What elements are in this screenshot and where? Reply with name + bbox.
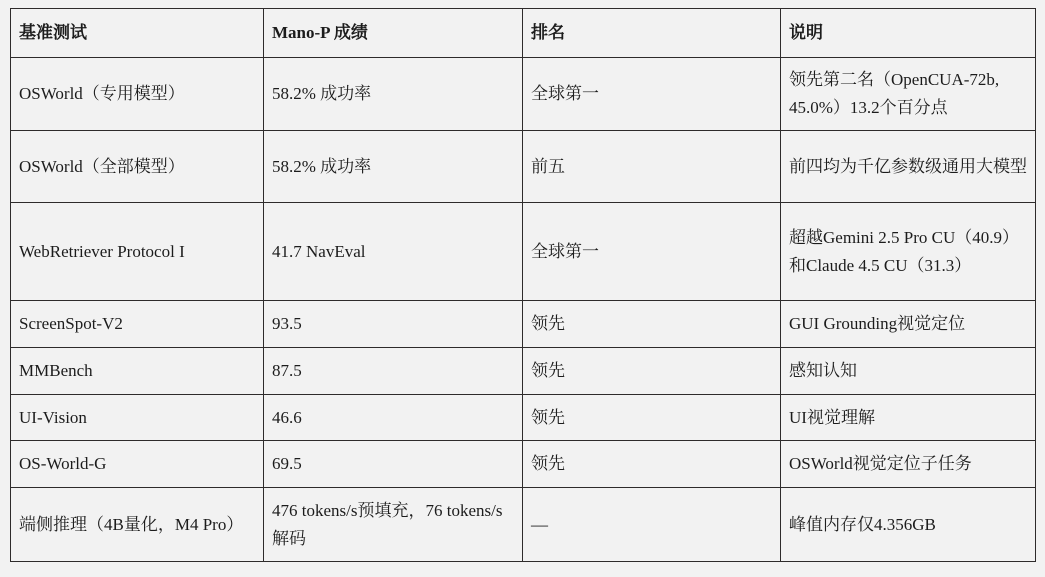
table-row [11, 488, 1036, 562]
column-header-notes: 说明 [781, 9, 1036, 58]
table-row [11, 441, 1036, 488]
cell-score: 46.6 [264, 395, 523, 441]
column-header-score: Mano-P 成绩 [264, 9, 523, 58]
cell-score: 58.2% 成功率 [264, 131, 523, 203]
cell-notes: GUI Grounding视觉定位 [781, 301, 1036, 348]
cell-notes: OSWorld视觉定位子任务 [781, 441, 1036, 488]
cell-benchmark: OS-World-G [11, 441, 264, 488]
cell-ranking: 全球第一 [523, 203, 781, 301]
table-row [11, 131, 1036, 203]
cell-score: 93.5 [264, 301, 523, 348]
cell-notes: 超越Gemini 2.5 Pro CU（40.9）和Claude 4.5 CU（31.3） [781, 203, 1036, 301]
cell-score: 69.5 [264, 441, 523, 488]
column-header-benchmark: 基准测试 [11, 9, 264, 58]
cell-ranking: 领先 [523, 441, 781, 488]
cell-ranking: 全球第一 [523, 58, 781, 131]
cell-ranking: 领先 [523, 395, 781, 441]
table-row [11, 203, 1036, 301]
table-header-row [11, 9, 1036, 58]
cell-benchmark: 端侧推理（4B量化，M4 Pro） [11, 488, 264, 562]
cell-benchmark: ScreenSpot-V2 [11, 301, 264, 348]
cell-notes: 峰值内存仅4.356GB [781, 488, 1036, 562]
cell-ranking: — [523, 488, 781, 562]
cell-notes: 前四均为千亿参数级通用大模型 [781, 131, 1036, 203]
benchmark-results-table [10, 8, 1036, 562]
column-header-ranking: 排名 [523, 9, 781, 58]
cell-ranking: 领先 [523, 348, 781, 395]
cell-notes: 感知认知 [781, 348, 1036, 395]
cell-notes: UI视觉理解 [781, 395, 1036, 441]
table-row [11, 395, 1036, 441]
cell-score: 87.5 [264, 348, 523, 395]
cell-notes: 领先第二名（OpenCUA-72b, 45.0%）13.2个百分点 [781, 58, 1036, 131]
table-row [11, 301, 1036, 348]
cell-score: 476 tokens/s预填充，76 tokens/s解码 [264, 488, 523, 562]
table-row [11, 348, 1036, 395]
table-row [11, 58, 1036, 131]
cell-score: 41.7 NavEval [264, 203, 523, 301]
cell-benchmark: MMBench [11, 348, 264, 395]
cell-benchmark: UI-Vision [11, 395, 264, 441]
cell-ranking: 领先 [523, 301, 781, 348]
cell-score: 58.2% 成功率 [264, 58, 523, 131]
cell-benchmark: WebRetriever Protocol I [11, 203, 264, 301]
cell-benchmark: OSWorld（专用模型） [11, 58, 264, 131]
cell-ranking: 前五 [523, 131, 781, 203]
cell-benchmark: OSWorld（全部模型） [11, 131, 264, 203]
